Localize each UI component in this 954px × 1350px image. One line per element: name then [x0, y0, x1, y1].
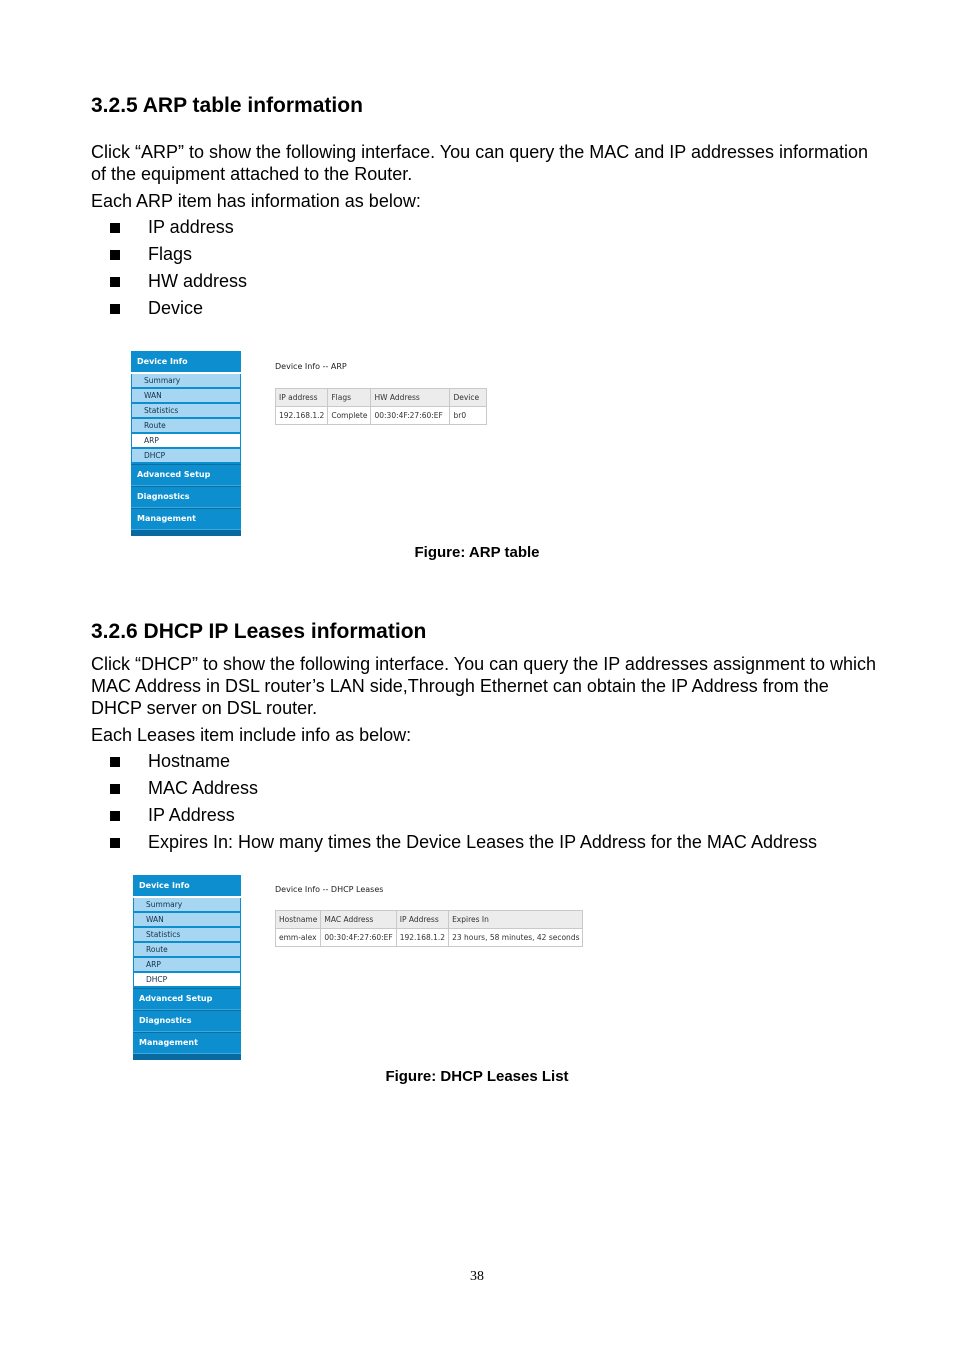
column-header: Hostname — [276, 911, 321, 929]
menu-item-statistics[interactable]: Statistics — [132, 404, 240, 417]
table-header-row — [276, 911, 583, 929]
table-row — [276, 407, 487, 425]
figure-caption: Figure: DHCP Leases List — [385, 1068, 569, 1085]
menu-item-arp[interactable]: ARP — [134, 958, 240, 971]
dhcp-leases-table — [275, 910, 583, 947]
list-item: IP Address — [110, 802, 817, 829]
column-header: IP Address — [396, 911, 448, 929]
arp-items-intro: Each ARP item has information as below: — [91, 191, 421, 211]
menu-item-route[interactable]: Route — [132, 419, 240, 432]
dhcp-items-intro: Each Leases item include info as below: — [91, 725, 412, 745]
menu-item-wan[interactable]: WAN — [134, 913, 240, 926]
menu-item-summary[interactable]: Summary — [132, 374, 240, 387]
list-item: Hostname — [110, 748, 817, 775]
menu-item-dhcp[interactable]: DHCP — [134, 973, 240, 986]
menu-item-statistics[interactable]: Statistics — [134, 928, 240, 941]
arp-intro-paragraph: Click “ARP” to show the following interface. You can query the MAC and IP addresses information of the equipment attached to the Router. — [91, 142, 869, 184]
list-item: Flags — [110, 241, 247, 268]
menu-footer — [133, 1054, 241, 1060]
dhcp-bullet-list — [110, 748, 817, 856]
column-header: IP address — [276, 389, 328, 407]
page-number: 38 — [470, 1269, 484, 1284]
column-header: HW Address — [371, 389, 450, 407]
menu-device-info[interactable]: Device Info — [131, 351, 241, 374]
table-cell: Complete — [328, 407, 371, 425]
menu-management[interactable]: Management — [131, 508, 241, 530]
router-side-menu — [131, 351, 241, 536]
menu-item-arp[interactable]: ARP — [132, 434, 240, 447]
column-header: Flags — [328, 389, 371, 407]
column-header: Device — [450, 389, 487, 407]
table-cell: 00:30:4F:27:60:EF — [321, 929, 396, 947]
table-header-row — [276, 389, 487, 407]
menu-management[interactable]: Management — [133, 1032, 241, 1054]
table-cell: 192.168.1.2 — [396, 929, 448, 947]
list-item: Expires In: How many times the Device Leases the IP Address for the MAC Address — [110, 829, 817, 856]
arp-table — [275, 388, 487, 425]
arp-bullet-list — [110, 214, 247, 322]
table-cell: 192.168.1.2 — [276, 407, 328, 425]
menu-advanced-setup[interactable]: Advanced Setup — [131, 464, 241, 486]
column-header: Expires In — [449, 911, 583, 929]
menu-item-route[interactable]: Route — [134, 943, 240, 956]
table-cell: emm-alex — [276, 929, 321, 947]
list-item: MAC Address — [110, 775, 817, 802]
table-cell: 00:30:4F:27:60:EF — [371, 407, 450, 425]
section-heading-dhcp: 3.2.6 DHCP IP Leases information — [91, 620, 427, 643]
table-cell: 23 hours, 58 minutes, 42 seconds — [449, 929, 583, 947]
figure-caption: Figure: ARP table — [414, 544, 540, 561]
panel-title: Device Info -- DHCP Leases — [275, 885, 384, 894]
menu-diagnostics[interactable]: Diagnostics — [131, 486, 241, 508]
menu-item-wan[interactable]: WAN — [132, 389, 240, 402]
router-side-menu — [133, 875, 241, 1060]
section-heading-arp: 3.2.5 ARP table information — [91, 94, 363, 117]
list-item: HW address — [110, 268, 247, 295]
panel-title: Device Info -- ARP — [275, 362, 347, 371]
menu-device-info[interactable]: Device Info — [133, 875, 241, 898]
menu-advanced-setup[interactable]: Advanced Setup — [133, 988, 241, 1010]
menu-item-summary[interactable]: Summary — [134, 898, 240, 911]
column-header: MAC Address — [321, 911, 396, 929]
menu-item-dhcp[interactable]: DHCP — [132, 449, 240, 462]
menu-diagnostics[interactable]: Diagnostics — [133, 1010, 241, 1032]
table-cell: br0 — [450, 407, 487, 425]
list-item: Device — [110, 295, 247, 322]
list-item: IP address — [110, 214, 247, 241]
table-row — [276, 929, 583, 947]
menu-footer — [131, 530, 241, 536]
dhcp-intro-paragraph: Click “DHCP” to show the following interface. You can query the IP addresses assignment to which MAC Address in DSL router’s LAN side,Through Ethernet can obtain the IP Address from the DHCP server on DSL router. — [91, 654, 877, 718]
